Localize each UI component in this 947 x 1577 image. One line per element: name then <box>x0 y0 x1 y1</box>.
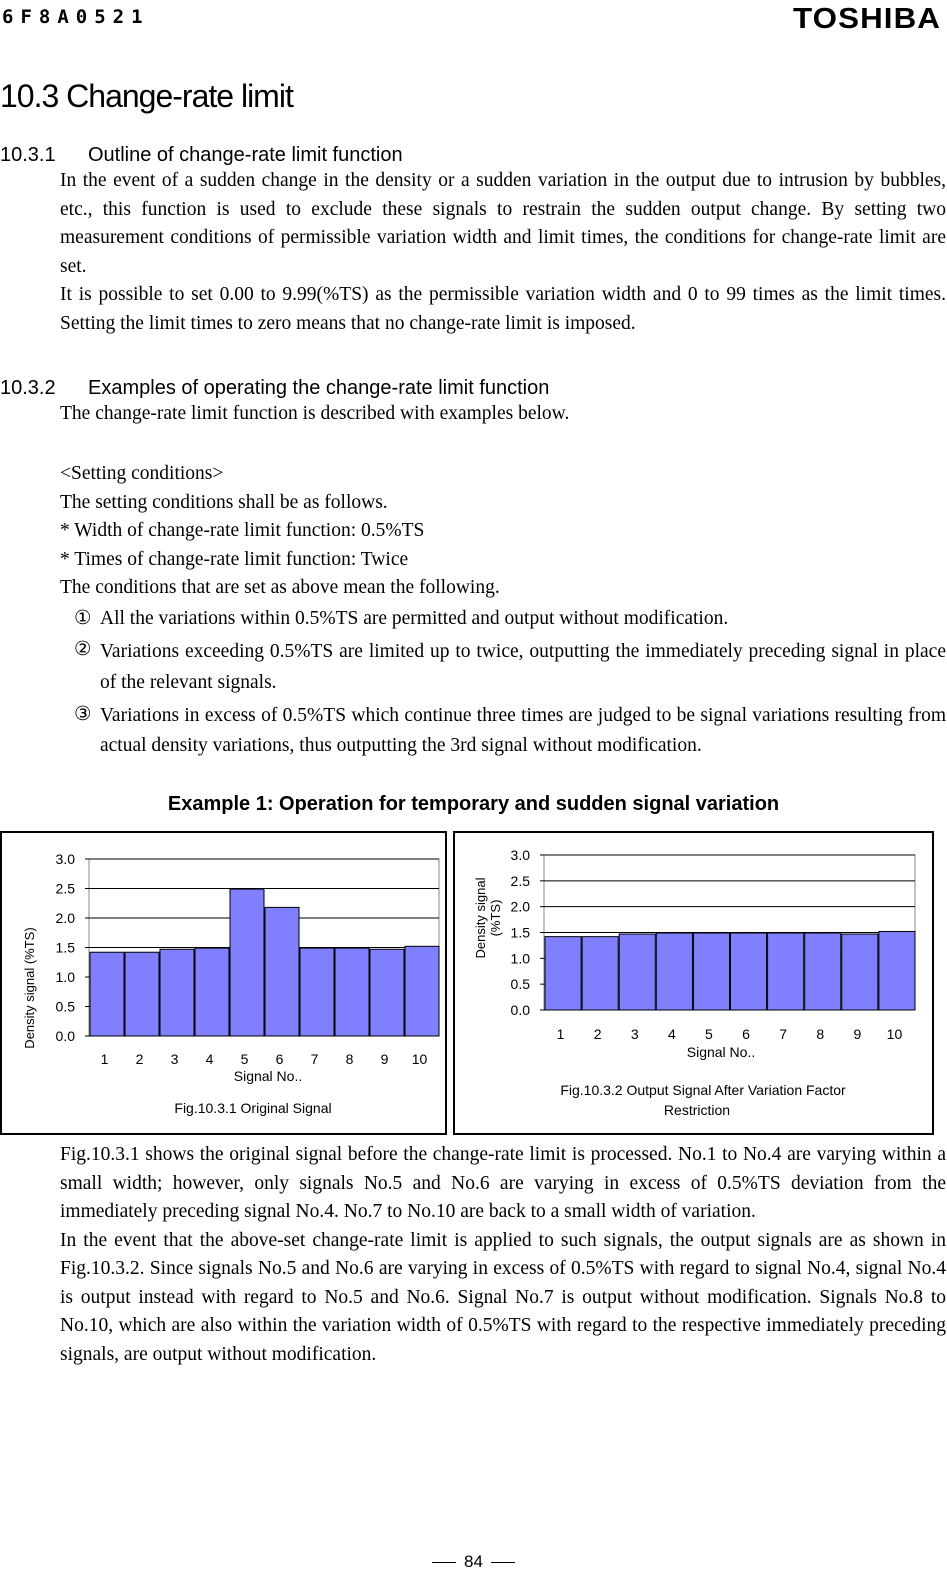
x-tick-label: 4 <box>205 1051 214 1067</box>
bar <box>619 934 655 1010</box>
y-axis-label-line2: (%TS) <box>488 899 503 937</box>
outline-paragraph-1: In the event of a sudden change in the density or a sudden variation in the output due to intrusion by bubbles, etc., this function is used to exclude these signals to restrain the sudden output change. By setting two measurement conditions of permissible variation width and limit times, the conditions for change-rate limit are set. <box>60 170 946 277</box>
brand-logo: TOSHIBA <box>793 3 941 35</box>
y-axis-label-line1: Density signal <box>473 877 488 959</box>
y-tick-label: 3.0 <box>510 847 530 863</box>
bar <box>656 933 692 1010</box>
item-marker: ③ <box>74 704 92 725</box>
width-condition: * Width of change-rate limit function: 0.5%TS <box>60 520 425 541</box>
chart-panel-original <box>0 831 447 1135</box>
original-signal-chart <box>2 833 445 1133</box>
subsection-number: 10.3.1 <box>0 144 56 166</box>
x-tick-label: 1 <box>100 1051 109 1067</box>
x-axis-label: Signal No.. <box>233 1068 303 1084</box>
y-tick-label: 0.0 <box>55 1028 75 1044</box>
item-marker: ② <box>74 639 92 660</box>
y-tick-label: 1.5 <box>55 939 75 956</box>
bar <box>842 934 878 1010</box>
subsection-title: Examples of operating the change-rate limit function <box>88 377 550 399</box>
setting-intro: The setting conditions shall be as follows. <box>60 491 388 513</box>
x-tick-label: 10 <box>411 1051 428 1067</box>
y-tick-label: 2.5 <box>55 880 75 897</box>
x-tick-label: 6 <box>275 1051 284 1067</box>
item-text: All the variations within 0.5%TS are permitted and output without modification. <box>100 607 729 629</box>
chart-panel-output <box>453 831 934 1135</box>
explanation-paragraph-1: Fig.10.3.1 shows the original signal before the change-rate limit is processed. No.1 to No.4 are varying within a small width; however, only signals No.5 and No.6 are varying in excess of 0.5%TS deviation from the immediately preceding signal No.4. No.7 to No.10 are back to a small width of variation. <box>60 1144 946 1222</box>
bar <box>230 889 264 1036</box>
footer-rule-right <box>491 1562 515 1563</box>
subsection-number: 10.3.2 <box>0 377 56 399</box>
x-tick-label: 3 <box>170 1051 179 1067</box>
x-tick-label: 7 <box>310 1051 319 1067</box>
bar <box>160 949 194 1036</box>
chart-caption-line1: Fig.10.3.2 Output Signal After Variation Factor <box>560 1082 846 1098</box>
bar <box>265 907 299 1036</box>
item-text: Variations in excess of 0.5%TS which continue three times are judged to be signal variations resulting from actual density variations, thus outputting the 3rd signal without modification. <box>100 705 946 756</box>
bar <box>300 948 334 1036</box>
bar <box>370 949 404 1036</box>
bar <box>879 931 915 1010</box>
examples-intro: The change-rate limit function is described with examples below. <box>60 403 570 424</box>
bar <box>90 952 124 1036</box>
document-number: 6F8A0521 <box>2 6 150 28</box>
condition-item-3 <box>60 701 946 761</box>
y-tick-label: 1.0 <box>510 950 530 967</box>
explanation-paragraph-2: In the event that the above-set change-rate limit is applied to such signals, the output signals are as shown in Fig.10.3.2. Since signals No.5 and No.6 are varying in excess of 0.5%TS with regard to signal No.4, signal No.4 is output instead with regard to No.5 and No.6. Signal No.7 is output without modification. Signals No.8 to No.10, which are also within the variation width of 0.5%TS with regard to the respective immediately preceding signals, are output without modification. <box>60 1229 946 1365</box>
x-axis-label: Signal No.. <box>686 1044 756 1060</box>
example-title: Example 1: Operation for temporary and sudden signal variation <box>167 793 780 815</box>
section-title: 10.3 Change-rate limit <box>0 78 293 114</box>
bar <box>545 937 581 1010</box>
y-tick-label: 0.5 <box>55 998 75 1015</box>
x-tick-label: 6 <box>742 1026 750 1042</box>
item-text: Variations exceeding 0.5%TS are limited up to twice, outputting the immediately preceding signal in place of the relevant signals. <box>100 641 946 693</box>
condition-item-1 <box>60 605 946 634</box>
subsection-heading-1 <box>0 144 403 167</box>
y-tick-label: 2.0 <box>510 898 530 915</box>
bar <box>335 948 369 1036</box>
x-tick-label: 5 <box>705 1026 713 1042</box>
subsection-title: Outline of change-rate limit function <box>88 144 403 166</box>
setting-conditions <box>60 460 946 761</box>
chart-caption: Fig.10.3.1 Original Signal <box>174 1100 332 1116</box>
bar <box>582 937 618 1010</box>
y-tick-label: 3.0 <box>55 851 75 867</box>
subsection-heading-2 <box>0 377 549 400</box>
outline-paragraph-2: It is possible to set 0.00 to 9.99(%TS) as the permissible variation width and 0 to 99 times as the limit times. Setting the limit times to zero means that no change-rate limit is imposed. <box>60 284 946 334</box>
y-tick-label: 0.0 <box>510 1002 530 1018</box>
y-tick-label: 2.0 <box>55 910 75 926</box>
x-tick-label: 2 <box>593 1026 602 1042</box>
times-condition: * Times of change-rate limit function: Twice <box>60 548 409 570</box>
x-tick-label: 4 <box>667 1026 676 1042</box>
bar <box>731 933 767 1010</box>
page-number: 84 <box>464 1552 483 1571</box>
explanation-body <box>60 1141 946 1369</box>
x-tick-label: 1 <box>556 1026 565 1042</box>
y-axis-label: Density signal (%TS) <box>22 927 37 1049</box>
x-tick-label: 7 <box>779 1026 788 1042</box>
footer-rule-left <box>432 1562 456 1563</box>
x-tick-label: 9 <box>853 1026 862 1042</box>
chart-caption-line2: Restriction <box>663 1102 731 1118</box>
bar <box>693 933 729 1010</box>
bar <box>125 952 159 1036</box>
bar <box>405 946 439 1036</box>
x-tick-label: 2 <box>135 1051 144 1067</box>
x-tick-label: 8 <box>816 1026 825 1042</box>
bar <box>768 933 804 1010</box>
x-tick-label: 10 <box>886 1026 903 1042</box>
outline-body <box>60 167 946 338</box>
condition-item-2 <box>60 636 946 698</box>
meaning-line: The conditions that are set as above mean the following. <box>60 577 500 598</box>
setting-heading: <Setting conditions> <box>60 463 224 484</box>
y-tick-label: 2.5 <box>510 872 530 889</box>
y-tick-label: 1.5 <box>510 924 530 941</box>
x-tick-label: 8 <box>345 1051 354 1067</box>
output-signal-chart <box>455 833 932 1133</box>
page-footer <box>0 1552 947 1572</box>
x-tick-label: 3 <box>630 1026 639 1042</box>
bar <box>195 948 229 1036</box>
x-tick-label: 5 <box>240 1051 249 1067</box>
item-marker: ① <box>74 607 92 629</box>
y-tick-label: 0.5 <box>510 976 530 993</box>
y-tick-label: 1.0 <box>55 969 75 985</box>
x-tick-label: 9 <box>380 1051 389 1067</box>
bar <box>805 933 841 1010</box>
